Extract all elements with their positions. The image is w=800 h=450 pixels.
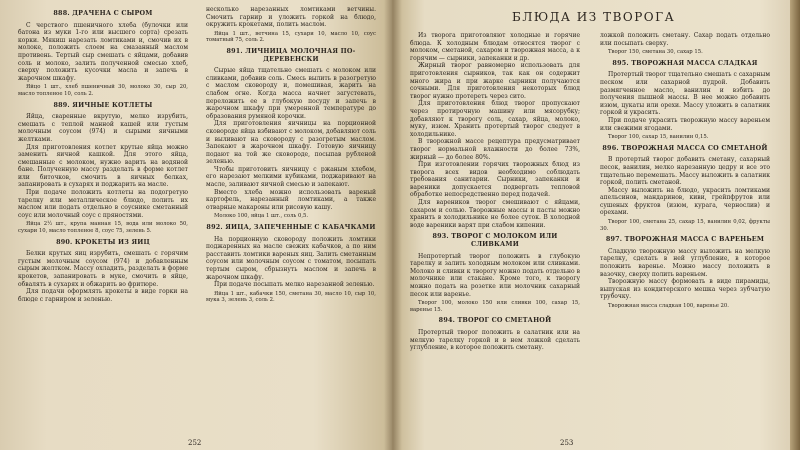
- paragraph: Для подачи оформлять крокеты в виде горки на блюде с гарниром и зеленью.: [18, 288, 188, 303]
- paragraph: Непротертый творог положить в глубокую тарелку и залить холодным молоком или сливками. Молоко и сливки к творогу можно подать отдельно в молочнике или стакане. Кроме того, к творогу можно подать на розетке или молочник сахарный песок или варенье.: [410, 252, 580, 298]
- recipe-heading: 890. КРОКЕТЫ ИЗ ЯИЦ: [56, 237, 150, 246]
- paragraph: Чтобы приготовить яичницу с ржаным хлебом, его нарезают мелкими кубиками, поджаривают на масле, заливают яичной смесью и запекают.: [206, 165, 376, 189]
- left-page-number: 252: [188, 439, 202, 447]
- recipe-heading: 893. ТВОРОГ С МОЛОКОМ ИЛИ СЛИВКАМИ: [432, 232, 558, 249]
- recipe-heading: 894. ТВОРОГ СО СМЕТАНОЙ: [438, 316, 552, 325]
- paragraph: В протертый творог добавить сметану, сахарный песок, ванилин, мелко нарезанную цедру и все это тщательно перемешать. Массу выложить в салатник горкой, полить сметаной.: [600, 156, 770, 187]
- left-page: [0, 0, 392, 450]
- paragraph: Яйца, сваренные вкрутую, мелко изрубить, смешать с теплой манной кашей или густым молочным соусом (974) и сырыми яичными желтками.: [18, 113, 188, 143]
- left-page-column-2: [206, 6, 376, 308]
- recipe-heading: 897. ТВОРОЖНАЯ МАССА С ВАРЕНЬЕМ: [605, 235, 765, 244]
- ingredients-line: Яйца 1 шт., кабачки 150, сметана 30, масло 10, сыр 10, мука 3, зелень 3, соль 2.: [206, 290, 376, 304]
- recipe-heading: 888. ДРАЧЕНА С СЫРОМ: [53, 9, 153, 17]
- page-title: БЛЮДА ИЗ ТВОРОГА: [512, 10, 676, 24]
- paragraph: Из творога приготовляют холодные и горячие блюда. К холодным блюдам относятся творог с молоком, сметаной, сахаром и творожная масса, а к горячим — сырники, запеканки и др.: [410, 32, 580, 62]
- paragraph: Сырые яйца тщательно смешать с молоком или сливками, добавив соль. Смесь вылить в разогретую с маслом сковороду и, помешивая, жарить на слабом огне. Когда масса начнет загустевать, переложить ее в глубокую посуду и запечь в жарочном шкафу при умеренной температуре до образования румяной корочки.: [206, 67, 376, 120]
- paragraph: На порционную сковороду положить ломтики поджаренных на масле свежих кабачков, а по ним расставить ломтики вареных яиц. Залить сметанным соусом или молочным соусом с томатом, посыпать тертым сыром, сбрызнуть маслом и запечь в жарочном шкафу.: [206, 235, 376, 281]
- paragraph: Вместо хлеба можно использовать вареный картофель, нарезанный ломтиками, а также отварные макароны или рисовую кашу.: [206, 188, 376, 211]
- ingredients-line: Яйца 1 шт., ветчина 15, сухари 10, масло 10, соус томатный 75, соль 2.: [206, 30, 376, 44]
- paragraph: При подаче положить котлеты на подогретую тарелку или металлическое блюдо, полить их маслом или подать отдельно в соуснике сметанный соус или молочный соус с пряностями.: [18, 189, 188, 219]
- paragraph: Протертый творог тщательно смешать с сахарным песком или сахарной пудрой. Добавить размягченное масло, ванилин и взбить до получения пышной массы. В нее можно добавить изюм, цукаты или орехи. Массу уложить в салатник горкой и украсить.: [600, 71, 770, 117]
- recipe-heading: 895. ТВОРОЖНАЯ МАССА СЛАДКАЯ: [612, 58, 758, 67]
- right-page-column-2: [600, 32, 770, 314]
- paragraph: При подаче посыпать мелко нарезанной зеленью.: [214, 281, 375, 289]
- book-gutter: [384, 0, 402, 450]
- ingredients-line: Яйца 2½ шт., крупа манная 15, вода или молоко 50, сухари 10, масло топленое 8, соус 75, зелень 5.: [18, 221, 188, 235]
- right-page: [392, 0, 800, 450]
- right-page-column-1: [410, 32, 580, 352]
- ingredients-line: Творог 150, сметана 30, сахар 15.: [608, 49, 703, 56]
- paragraph: Творожную массу формовать в виде пирамиды, выпуская из кондитерского мешка через зубчатую трубочку.: [600, 278, 770, 301]
- paragraph: Массу выложить на блюдо, украсить ломтиками апельсинов, мандаринов, киви, грейпфрутов или сушеных фруктов (изюм, курага, чернослив) и орехами.: [600, 186, 770, 217]
- paragraph: Сладкую творожную массу выложить на мелкую тарелку, сделать в ней углубление, в которое положить варенье. Можно массу положить в вазочку, сверху полить вареньем.: [600, 247, 770, 278]
- paragraph: При изготовлении горячих творожных блюд из творога всех видов необходимо соблюдать требования санитарии. Сырники, запеканки и вареники допускается подвергать тепловой обработке непосредственно перед подачей.: [410, 161, 580, 199]
- recipe-heading: 892. ЯИЦА, ЗАПЕЧЕННЫЕ С КАБАЧКАМИ: [206, 223, 376, 232]
- paragraph: В творожной массе рецептура предусматривает творог нормальной влажности до более 73%, жирный — до более 80%.: [410, 138, 580, 161]
- paragraph: Для приготовления яичницы на порционной сковороде яйца взбивают с молоком, добавляют соль и выливают на сковороду с разогретым маслом. Запекают в жарочном шкафу. Готовую яичницу подают на той же сковороде, посыпав рубленой зеленью.: [206, 120, 376, 166]
- ingredients-line: Творожная масса сладкая 100, варенье 20.: [608, 303, 729, 309]
- paragraph: Белки крутых яиц изрубить, смешать с горячим густым молочным соусом (974) и добавленным сырым желтком. Массу охладить, разделать в форме крокетов, запанировать в муке, смочить в яйце, обвалять в сухарях и обжарить во фритюре.: [18, 250, 188, 288]
- paragraph: Для приготовления блюд творог пропускают через протирочную машину или мясорубку; добавляют к творогу соль, сахар, яйца, молоко, муку, изюм. Хранить протертый творог следует в холодильнике.: [410, 100, 580, 138]
- recipe-heading: 889. ЯИЧНЫЕ КОТЛЕТЫ: [53, 100, 153, 109]
- paragraph: Для вареников творог смешивают с яйцами, сахаром и солью. Творожные массы и пасты можно хранить в холодильнике не более суток. В холодной воде вареники варят при слабом кипении.: [410, 199, 580, 229]
- paragraph: несколько нарезанных ломтиками ветчины. Смочить гарнир и уложить горкой на блюдо, окружить крокетами, полить маслом.: [206, 6, 376, 29]
- ingredients-line: Творог 100, сметана 25, сахар 15, ванилин 0,02, фрукты 30.: [600, 219, 770, 232]
- paragraph: Для приготовления котлет крутые яйца можно заменить яичной кашкой. Для этого яйца, смешанные с молоком, нужно варить на водяной бане. Полученную массу разделать в форме котлет или биточков, смочить в яичных белках, запанировать в сухарях и поджарить на масле.: [18, 143, 188, 189]
- ingredients-line: Молоко 100, яйца 1 шт., соль 0,5.: [214, 213, 309, 220]
- paragraph: Протертый творог положить в салатник или на мелкую тарелку горкой и в нем ложкой сделать углубление, в которое положить сметану.: [410, 328, 580, 352]
- recipe-heading: 891. ЛИЧНИЦА МОЛОЧНАЯ ПО-ДЕРЕВЕНСКИ: [226, 46, 356, 63]
- ingredients-line: Яйцо 1 шт., хлеб пшеничный 30, молоко 30, сыр 20, масло топленое 10, соль 2.: [18, 84, 188, 97]
- paragraph: ложкой положить сметану. Сахар подать отдельно или посыпать сверху.: [600, 32, 770, 47]
- paragraph: При подаче украсить творожную массу вареньем или свежими ягодами.: [600, 116, 770, 132]
- right-page-number: 253: [560, 439, 574, 447]
- recipe-heading: 896. ТВОРОЖНАЯ МАССА СО СМЕТАНОЙ: [602, 143, 768, 152]
- ingredients-line: Творог 100, сахар 15, ванилин 0,15.: [608, 134, 709, 141]
- paragraph: Жирный творог равномерно использовать для приготовления сырников, так как он содержит много жира и при жарке сырники получаются сочными. Для приготовления некоторых блюд творог нужно протереть через сито.: [410, 62, 580, 100]
- ingredients-line: Творог 100, молоко 150 или сливки 100, сахар 15, варенье 15.: [410, 300, 580, 313]
- page-edge: [790, 0, 800, 450]
- left-page-column-1: [18, 6, 188, 303]
- paragraph: С черствого пшеничного хлеба (булочки или батона из муки 1-го или высшего сорта) срезать корки. Мякиш нарезать ломтиками и, смочив их в молоке, положить слоем на смазанный маслом противень. Тертый сыр смешать с яйцами, добавив соль и молоко, залить полученной смесью хлеб, сверху положить кусочки масла и запечь в жарочном шкафу.: [18, 21, 188, 82]
